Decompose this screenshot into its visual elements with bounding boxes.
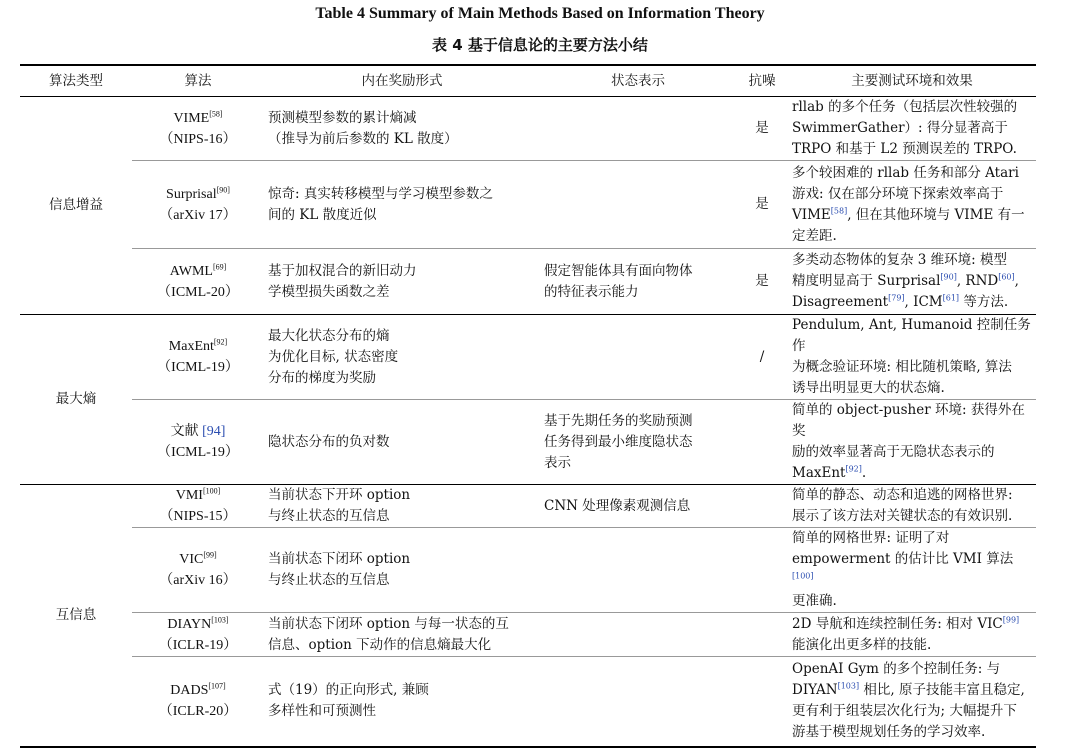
text-line: 展示了该方法对关键状态的有效识别.	[792, 508, 1013, 524]
algorithm-name: DIAYN[103]	[167, 614, 229, 632]
intrinsic-reward-cell	[264, 613, 540, 657]
state-representation-cell	[540, 485, 736, 528]
intrinsic-reward-cell	[264, 657, 540, 747]
state-representation-cell	[540, 249, 736, 315]
algorithm-cell	[132, 97, 264, 161]
text-line: 学模型损失函数之差	[268, 283, 390, 300]
text-line: 2D 导航和连续控制任务: 相对 VIC[99]	[792, 615, 1020, 632]
intrinsic-reward-cell	[264, 97, 540, 161]
state-representation-cell	[540, 657, 736, 747]
test-environment-cell	[788, 97, 1036, 161]
algorithm-name: VIME[58]	[173, 108, 223, 126]
test-environment-cell	[788, 657, 1036, 747]
header-algorithm: 算法	[184, 72, 212, 89]
noise-robust-cell	[736, 657, 788, 747]
citation-ref[interactable]: [100]	[792, 571, 814, 581]
citation-ref[interactable]: [103]	[837, 681, 860, 691]
algorithm-name: AWML[69]	[169, 261, 227, 279]
text-line: 励的效率显著高于无隐状态表示的	[792, 444, 995, 460]
text-line: OpenAI Gym 的多个控制任务: 与	[792, 661, 1001, 678]
text-line: 游戏: 仅在部分环境下探索效率高于	[792, 185, 1004, 202]
table-title-en: Table 4 Summary of Main Methods Based on Information Theory	[315, 5, 765, 22]
table-row	[20, 485, 1036, 528]
text-line: SwimmerGather）: 得分显著高于	[792, 120, 1008, 136]
algorithm-cell	[132, 315, 264, 400]
text-line: （推导为前后参数的 KL 散度）	[268, 130, 458, 147]
algorithm-type-cell: 互信息	[20, 485, 132, 747]
header-state-representation: 状态表示	[611, 72, 665, 89]
text-line: 诱导出明显更大的状态熵.	[792, 380, 945, 396]
text-line: 多样性和可预测性	[268, 703, 376, 720]
table-row	[20, 613, 1036, 657]
citation-ref[interactable]: [61]	[942, 293, 960, 303]
text-line: empowerment 的估计比 VMI 算法[100]	[792, 551, 1014, 581]
text-line: 与终止状态的互信息	[268, 572, 390, 588]
noise-robust-cell: 是	[736, 161, 788, 249]
text-line: 最大化状态分布的熵	[268, 327, 390, 344]
header-algorithm-type: 算法类型	[49, 72, 103, 89]
text-line: 间的 KL 散度近似	[268, 206, 377, 223]
algorithm-cell	[132, 528, 264, 613]
intrinsic-reward-cell	[264, 400, 540, 485]
table-row	[20, 528, 1036, 613]
intrinsic-reward-cell	[264, 161, 540, 249]
text-line: 为优化目标, 状态密度	[268, 348, 399, 365]
intrinsic-reward-cell	[264, 249, 540, 315]
header-test-environment: 主要测试环境和效果	[851, 72, 973, 89]
algorithm-cell	[132, 400, 264, 485]
algorithm-name: Surprisal[90]	[166, 184, 230, 202]
text-line: 简单的 object-pusher 环境: 获得外在奖	[792, 402, 1025, 439]
citation-ref[interactable]: [107]	[208, 681, 226, 691]
text-line: 简单的静态、动态和追逃的网格世界:	[792, 487, 1013, 503]
test-environment-cell	[788, 485, 1036, 528]
noise-robust-cell	[736, 613, 788, 657]
header-noise-robust: 抗噪	[748, 72, 776, 89]
text-line: 简单的网格世界: 证明了对	[792, 530, 950, 546]
state-representation-cell	[540, 315, 736, 400]
test-environment-cell	[788, 249, 1036, 315]
citation-ref[interactable]: [100]	[202, 486, 221, 496]
venue: （ICML-19）	[157, 445, 239, 460]
text-line: TRPO 和基于 L2 预测误差的 TRPO.	[792, 141, 1017, 157]
text-line: Pendulum, Ant, Humanoid 控制任务作	[792, 317, 1031, 354]
noise-robust-cell	[736, 400, 788, 485]
text-line: 式（19）的正向形式, 兼顾	[268, 682, 429, 699]
text-line: CNN 处理像素观测信息	[544, 497, 691, 514]
citation-ref[interactable]: [103]	[211, 614, 229, 624]
noise-robust-cell	[736, 485, 788, 528]
algorithm-cell	[132, 485, 264, 528]
text-line: 精度明显高于 Surprisal[90], RND[60],	[792, 272, 1019, 289]
citation-ref[interactable]: [58]	[830, 206, 848, 215]
text-line: 游基于模型规划任务的学习效率.	[792, 724, 986, 741]
venue: （arXiv 17）	[159, 207, 237, 223]
table-row	[20, 161, 1036, 249]
table-body	[20, 97, 1036, 747]
text-line: 为概念验证环境: 相比随机策略, 算法	[792, 359, 1012, 375]
algorithm-type-cell: 信息增益	[20, 97, 132, 315]
text-line: DIYAN[103] 相比, 原子技能丰富且稳定,	[792, 681, 1025, 699]
test-environment-cell	[788, 528, 1036, 613]
text-line: 更有利于组装层次化行为; 大幅提升下	[792, 703, 1017, 720]
text-line: 与终止状态的互信息	[268, 508, 390, 524]
algorithm-name: DADS[107]	[170, 681, 226, 699]
intrinsic-reward-cell	[264, 528, 540, 613]
citation-ref[interactable]: [99]	[203, 550, 217, 560]
table-row	[20, 315, 1036, 400]
text-line: 定差距.	[792, 227, 837, 244]
table-row	[20, 97, 1036, 161]
text-line: 更准确.	[792, 593, 837, 609]
citation-ref[interactable]: [69]	[212, 261, 227, 271]
algorithm-name: 文献 [94]	[170, 424, 226, 439]
text-line: 能演化出更多样的技能.	[792, 636, 932, 653]
text-line: 表示	[544, 454, 571, 471]
text-line: 基于加权混合的新旧动力	[268, 262, 417, 279]
text-line: MaxEnt[92].	[792, 464, 867, 481]
citation-ref[interactable]: [60]	[998, 272, 1015, 282]
text-line: 的特征表示能力	[544, 283, 639, 300]
algorithm-cell	[132, 249, 264, 315]
algorithm-cell	[132, 613, 264, 657]
state-representation-cell	[540, 400, 736, 485]
text-line: Disagreement[79], ICM[61] 等方法.	[792, 293, 1009, 310]
venue: （NIPS-15）	[159, 509, 237, 524]
venue: （ICML-19）	[157, 360, 239, 375]
algorithm-type-cell: 最大熵	[20, 315, 132, 485]
venue: （ICLR-19）	[158, 637, 238, 653]
noise-robust-cell: /	[736, 315, 788, 400]
noise-robust-cell	[736, 528, 788, 613]
text-line: 多类动态物体的复杂 3 维环境: 模型	[792, 252, 1008, 268]
test-environment-cell	[788, 161, 1036, 249]
citation-ref[interactable]: [58]	[209, 108, 223, 118]
state-representation-cell	[540, 161, 736, 249]
citation-ref[interactable]: [90]	[940, 272, 957, 282]
text-line: 当前状态下开环 option	[268, 487, 411, 503]
text-line: 分布的梯度为奖励	[268, 369, 376, 386]
citation-ref[interactable]: [94]	[202, 424, 226, 439]
noise-robust-cell: 是	[736, 97, 788, 161]
algorithm-name: MaxEnt[92]	[168, 337, 228, 354]
table-row	[20, 249, 1036, 315]
state-representation-cell	[540, 528, 736, 613]
intrinsic-reward-cell	[264, 315, 540, 400]
citation-ref[interactable]: [92]	[213, 337, 228, 347]
citation-ref[interactable]: [92]	[845, 464, 862, 474]
methods-table	[20, 64, 1036, 748]
text-line: 多个较困难的 rllab 任务和部分 Atari	[792, 164, 1019, 181]
table-header-row	[20, 65, 1036, 97]
text-line: 信息、option 下动作的信息熵最大化	[268, 636, 492, 653]
venue: （arXiv 16）	[159, 573, 237, 588]
venue: （ICML-20）	[157, 284, 239, 300]
test-environment-cell	[788, 400, 1036, 485]
text-line: 假定智能体具有面向物体	[544, 262, 693, 279]
algorithm-cell	[132, 657, 264, 747]
test-environment-cell	[788, 613, 1036, 657]
text-line: 当前状态下闭环 option	[268, 551, 411, 567]
text-line: 当前状态下闭环 option 与每一状态的互	[268, 615, 509, 632]
text-line: VIME[58], 但在其他环境与 VIME 有一	[792, 206, 1025, 223]
text-line: 任务得到最小维度隐状态	[544, 433, 693, 450]
state-representation-cell	[540, 97, 736, 161]
noise-robust-cell: 是	[736, 249, 788, 315]
citation-ref[interactable]: [99]	[1002, 615, 1020, 624]
algorithm-cell	[132, 161, 264, 249]
test-environment-cell	[788, 315, 1036, 400]
citation-ref[interactable]: [79]	[888, 293, 905, 303]
intrinsic-reward-cell	[264, 485, 540, 528]
header-intrinsic-reward: 内在奖励形式	[361, 72, 443, 89]
table-row	[20, 657, 1036, 747]
table-row	[20, 400, 1036, 485]
algorithm-name: VIC[99]	[179, 550, 217, 567]
text-line: 隐状态分布的负对数	[268, 433, 390, 450]
algorithm-name: VMI[100]	[175, 486, 221, 503]
venue: （ICLR-20）	[158, 704, 238, 720]
table-title-zh: 表 4 基于信息论的主要方法小结	[432, 36, 648, 54]
state-representation-cell	[540, 613, 736, 657]
text-line: rllab 的多个任务（包括层次性较强的	[792, 99, 1018, 115]
venue: （NIPS-16）	[159, 131, 237, 147]
citation-ref[interactable]: [90]	[216, 184, 230, 194]
text-line: 预测模型参数的累计熵减	[268, 109, 417, 126]
text-line: 基于先期任务的奖励预测	[544, 412, 693, 429]
text-line: 惊奇: 真实转移模型与学习模型参数之	[268, 185, 493, 202]
